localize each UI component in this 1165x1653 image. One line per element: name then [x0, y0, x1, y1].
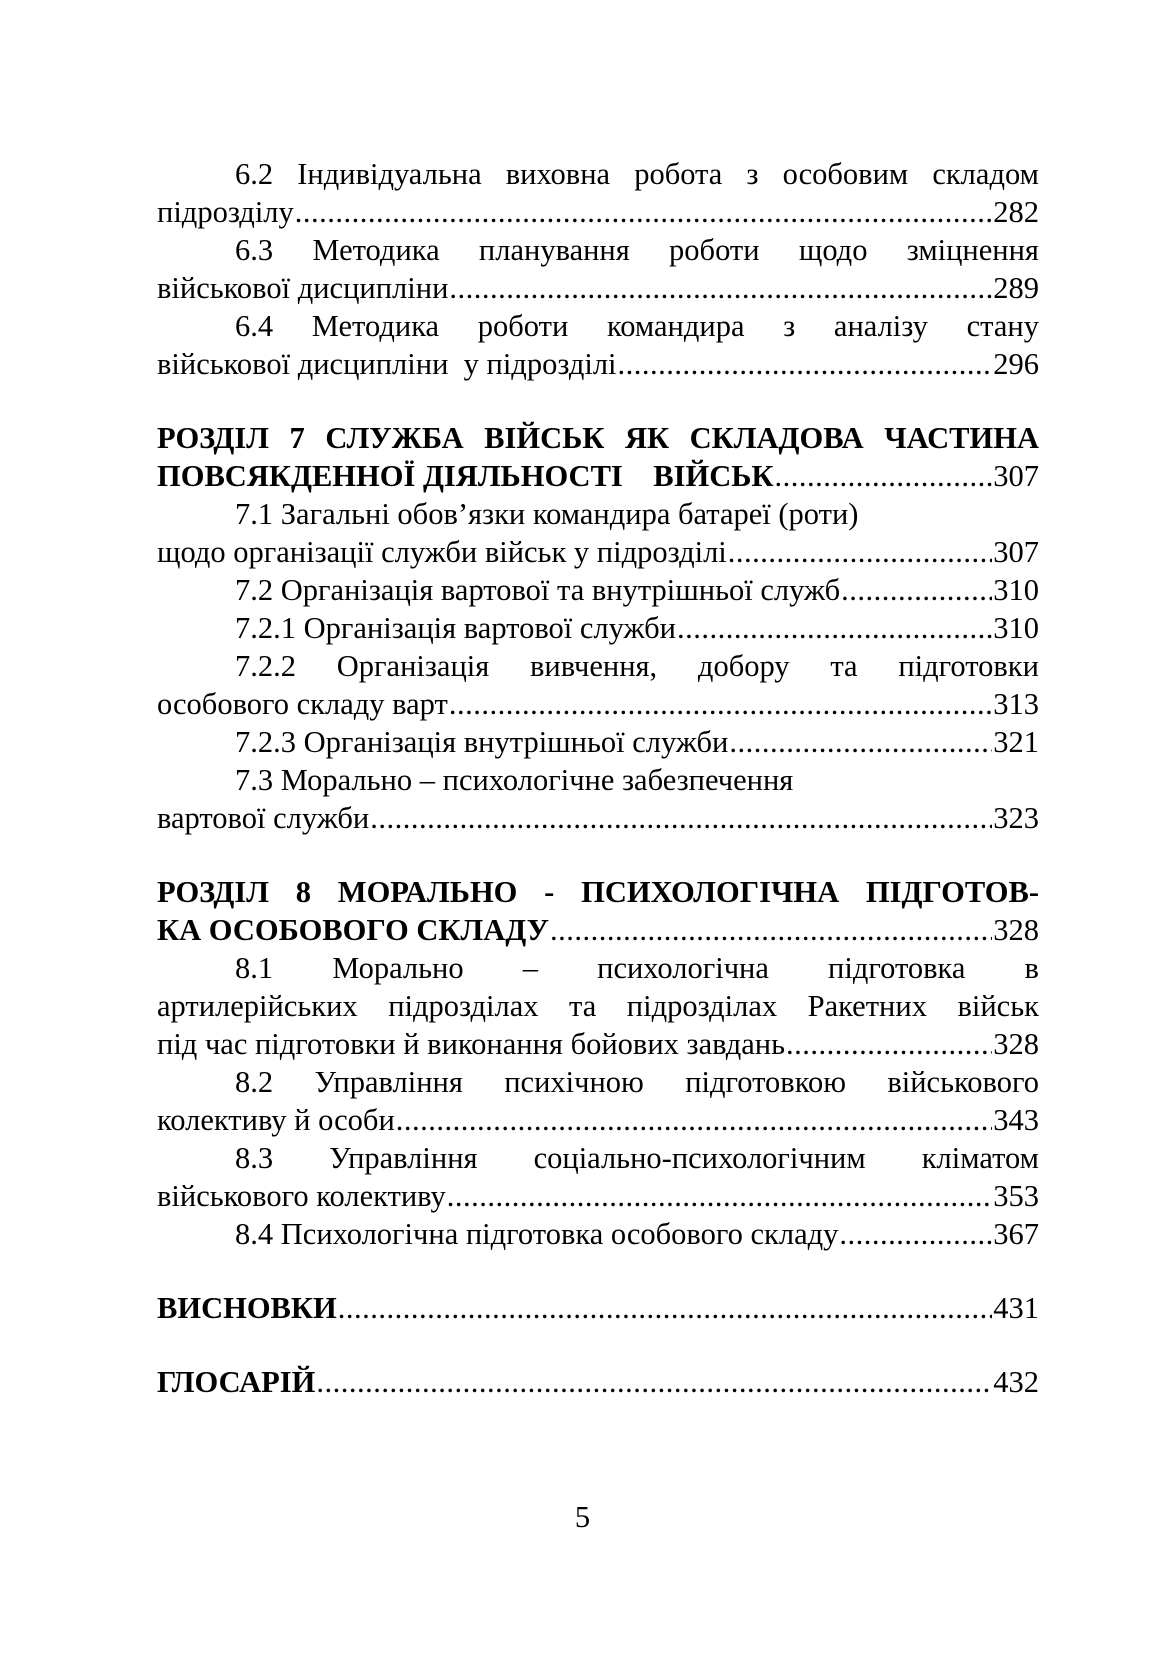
- toc-word: 8.2: [235, 1065, 274, 1099]
- toc-page-number: 289: [993, 271, 1039, 305]
- toc-word: ПСИХОЛОГІЧНА: [581, 875, 840, 909]
- toc-entry-text: КА ОСОБОВОГО СКЛАДУ: [157, 913, 549, 947]
- toc-leader-dots: [786, 1025, 992, 1063]
- toc-word: з: [746, 157, 759, 191]
- toc-page-number: 343: [993, 1103, 1039, 1137]
- toc-word: Управління: [329, 1141, 478, 1175]
- toc-leader-dots: [295, 193, 992, 231]
- toc-word: 6.2: [235, 157, 274, 191]
- toc-entry-text: вартової служби: [157, 801, 370, 835]
- toc-leader-dots: [449, 269, 992, 307]
- toc-entry-conclusions: [157, 1289, 1039, 1327]
- toc-entry-8-2-cont: [157, 1101, 1039, 1139]
- toc-entry-text: ГЛОСАРІЙ: [157, 1365, 316, 1399]
- toc-leader-dots: [370, 799, 992, 837]
- toc-leader-dots: [839, 1215, 992, 1253]
- toc-word: вивчення,: [530, 649, 658, 683]
- toc-page-number: 321: [993, 725, 1039, 759]
- toc-entry-8-3-title: [157, 1139, 1039, 1177]
- toc-word: Організація: [336, 649, 490, 683]
- toc-word: МОРАЛЬНО: [337, 875, 518, 909]
- toc-entry-7-3-cont: [157, 799, 1039, 837]
- toc-entry-text: 8.4 Психологічна підготовка особового складу: [235, 1217, 839, 1251]
- toc-leader-dots: [316, 1363, 992, 1401]
- toc-word: військ: [957, 989, 1039, 1023]
- toc-word: планування: [478, 233, 630, 267]
- toc-word: підготовкою: [685, 1065, 846, 1099]
- toc-word: зміцнення: [906, 233, 1039, 267]
- toc-word: психологічна: [597, 951, 769, 985]
- toc-leader-dots: [447, 1177, 992, 1215]
- toc-page-number: 310: [993, 573, 1039, 607]
- toc-word: Методика: [311, 309, 440, 343]
- toc-word: 6.4: [235, 309, 274, 343]
- toc-page-number: 310: [993, 611, 1039, 645]
- toc-entry-text: ПОВСЯКДЕННОЇ ДІЯЛЬНОСТІ ВІЙСЬК: [157, 459, 774, 493]
- page-number: 5: [574, 1500, 591, 1534]
- toc-entry-text: 7.2 Організація вартової та внутрішньої служб: [235, 573, 841, 607]
- toc-page-number: 353: [993, 1179, 1039, 1213]
- toc-entry-8-1-cont: [157, 1025, 1039, 1063]
- toc-word: психічною: [504, 1065, 644, 1099]
- toc-entry-text: щодо організації служби військ у підрозділі: [157, 535, 727, 569]
- toc-entry-6-2-title: [157, 155, 1039, 193]
- toc-entry-text: 7.2.1 Організація вартової служби: [235, 611, 676, 645]
- toc-word: ЧАСТИНА: [884, 421, 1039, 455]
- toc-entry-glossary: [157, 1363, 1039, 1401]
- toc-word: ВІЙСЬК: [484, 421, 605, 455]
- toc-page-number: 307: [993, 535, 1039, 569]
- toc-word: РОЗДІЛ: [157, 875, 269, 909]
- toc-word: 7: [289, 421, 305, 455]
- toc-word: 7.2.2: [235, 649, 296, 683]
- toc-page-number: 282: [993, 195, 1039, 229]
- toc-entry-text: 7.3 Морально – психологічне забезпечення: [235, 763, 794, 797]
- toc-word: ЯК: [624, 421, 670, 455]
- toc-entry-text: 7.2.3 Організація внутрішньої служби: [235, 725, 729, 759]
- toc-page-number: 307: [993, 459, 1039, 493]
- toc-word: Методика: [312, 233, 440, 267]
- toc-leader-dots: [396, 1101, 992, 1139]
- toc-leader-dots: [550, 911, 992, 949]
- toc-entry-8-1-line2: [157, 987, 1039, 1025]
- toc-entry-text: під час підготовки й виконання бойових завдань: [157, 1027, 786, 1061]
- toc-chapter-8-title: [157, 873, 1039, 911]
- toc-page-number: 328: [993, 913, 1039, 947]
- toc-word: та: [569, 989, 597, 1023]
- toc-chapter-7-cont: [157, 457, 1039, 495]
- toc-entry-text: підрозділу: [157, 195, 294, 229]
- toc-word: ПІДГОТОВ-: [865, 875, 1039, 909]
- toc-entry-7-2-1: [157, 609, 1039, 647]
- toc-page-number: 296: [993, 347, 1039, 381]
- toc-entry-8-4: [157, 1215, 1039, 1253]
- table-of-contents: [157, 155, 1039, 1401]
- toc-word: роботи: [669, 233, 760, 267]
- toc-word: 8.3: [235, 1141, 274, 1175]
- toc-word: щодо: [798, 233, 868, 267]
- toc-word: підрозділах: [626, 989, 778, 1023]
- toc-word: Індивідуальна: [297, 157, 482, 191]
- toc-entry-7-1-cont: [157, 533, 1039, 571]
- toc-entry-7-2-3: [157, 723, 1039, 761]
- toc-page-number: 328: [993, 1027, 1039, 1061]
- toc-word: 6.3: [235, 233, 274, 267]
- toc-word: виховна: [505, 157, 611, 191]
- toc-leader-dots: [775, 457, 993, 495]
- toc-word: СЛУЖБА: [325, 421, 464, 455]
- toc-word: робота: [634, 157, 723, 191]
- toc-page-number: 367: [993, 1217, 1039, 1251]
- toc-entry-7-1-title: [157, 495, 1039, 533]
- toc-chapter-8-cont: [157, 911, 1039, 949]
- toc-entry-6-3-cont: [157, 269, 1039, 307]
- toc-word: з: [783, 309, 796, 343]
- toc-leader-dots: [841, 571, 992, 609]
- toc-word: військового: [887, 1065, 1039, 1099]
- toc-entry-8-1-title: [157, 949, 1039, 987]
- toc-word: артилерійських: [157, 989, 358, 1023]
- toc-word: роботи: [477, 309, 569, 343]
- toc-entry-text: військового колективу: [157, 1179, 446, 1213]
- toc-leader-dots: [729, 723, 992, 761]
- toc-entry-6-4-cont: [157, 345, 1039, 383]
- toc-page-number: 323: [993, 801, 1039, 835]
- toc-entry-8-3-cont: [157, 1177, 1039, 1215]
- toc-entry-text: особового складу варт: [157, 687, 448, 721]
- toc-page-number: 431: [993, 1291, 1039, 1325]
- toc-word: кліматом: [921, 1141, 1039, 1175]
- toc-entry-text: колективу й особи: [157, 1103, 395, 1137]
- toc-leader-dots: [338, 1289, 993, 1327]
- toc-word: особовим: [782, 157, 909, 191]
- toc-word: командира: [606, 309, 745, 343]
- toc-word: Управління: [314, 1065, 463, 1099]
- toc-word: підрозділах: [388, 989, 539, 1023]
- toc-entry-text: ВИСНОВКИ: [157, 1291, 337, 1325]
- toc-entry-text: військової дисципліни у підрозділі: [157, 347, 617, 381]
- toc-word: 8.1: [235, 951, 274, 985]
- toc-word: стану: [966, 309, 1039, 343]
- toc-entry-text: 7.1 Загальні обов’язки командира батареї (роти): [235, 497, 859, 531]
- toc-word: соціально-психологічним: [533, 1141, 866, 1175]
- toc-entry-7-2-2-cont: [157, 685, 1039, 723]
- toc-word: СКЛАДОВА: [689, 421, 864, 455]
- toc-entry-6-2-cont: [157, 193, 1039, 231]
- toc-entry-6-4-title: [157, 307, 1039, 345]
- toc-word: та: [830, 649, 858, 683]
- toc-page-number: 313: [993, 687, 1039, 721]
- toc-entry-6-3-title: [157, 231, 1039, 269]
- toc-entry-7-2: [157, 571, 1039, 609]
- toc-word: Морально: [332, 951, 464, 985]
- toc-entry-7-2-2-title: [157, 647, 1039, 685]
- toc-entry-text: військової дисципліни: [157, 271, 449, 305]
- toc-leader-dots: [728, 533, 992, 571]
- toc-leader-dots: [618, 345, 993, 383]
- toc-word: 8: [295, 875, 312, 909]
- toc-entry-7-3-title: [157, 761, 1039, 799]
- toc-word: підготовки: [898, 649, 1039, 683]
- toc-word: РОЗДІЛ: [157, 421, 269, 455]
- toc-entry-8-2-title: [157, 1063, 1039, 1101]
- toc-leader-dots: [677, 609, 992, 647]
- toc-word: -: [544, 875, 555, 909]
- toc-word: Ракетних: [807, 989, 927, 1023]
- toc-word: –: [522, 951, 538, 985]
- toc-word: підготовка: [828, 951, 966, 985]
- toc-page-number: 432: [993, 1365, 1039, 1399]
- toc-leader-dots: [449, 685, 992, 723]
- toc-word: аналізу: [833, 309, 928, 343]
- toc-word: добору: [697, 649, 790, 683]
- toc-word: складом: [932, 157, 1039, 191]
- toc-chapter-7-title: [157, 419, 1039, 457]
- toc-word: в: [1024, 951, 1039, 985]
